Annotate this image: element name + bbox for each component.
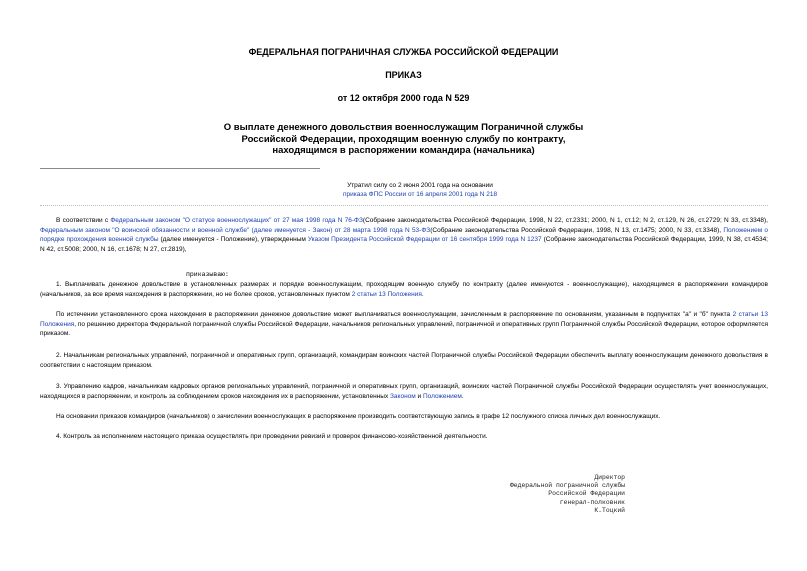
paragraph-2: 2. Начальникам региональных управлений, пограничной и оперативных групп, организаций, командирам воинских частей Пограничной службы Российской Федерации обеспечить выплату военнослужащим денежного довольствия в соответствии с настоящим приказом. [40,352,768,369]
paragraph-text: 1. Выплачивать денежное довольствие в установленных размерах и порядке военнослужащим, проходящим военную службу по контракту (далее именуются - военнослужащие), находящимся в распоряжении командиров (начальников, за все время нахождения в распоряжении, но не более сроков, установленных пунктом [40,281,768,298]
signature-agency: Федеральной пограничной службы [509,482,625,490]
agency-name: ФЕДЕРАЛЬНАЯ ПОГРАНИЧНАЯ СЛУЖБА РОССИЙСКОЙ ФЕДЕРАЦИИ [248,47,559,57]
paragraph-text: . [461,392,464,400]
separator-line [40,168,320,169]
regulation-link[interactable]: Положением о порядке прохождения военной службы [40,226,769,244]
preamble-text: (далее именуется - Положение), утвержденным [158,236,308,244]
title-line-3: находящимся в распоряжении командира (начальника) [272,145,535,156]
presidential-decree-link[interactable]: Указом Президента Российской Федерации от 16 сентября 1999 года N 1237 [307,236,542,244]
signature-title: Директор [594,474,625,481]
paragraph-1-continued [40,310,768,339]
preamble-paragraph [40,216,768,254]
paragraph-text: . [421,290,424,298]
title-line-1: О выплате денежного довольствия военнослужащим Пограничной службы [223,122,584,133]
paragraph-1 [40,280,768,299]
preamble-text: (Собрание законодательства Российской Федерации, 1998, N 22, ст.2331; 2000, N 1, ст.12; N 2, ст.129, N 26, ст.2729; N 33, ст.3348), [362,217,768,224]
signature-country: Российской Федерации [548,490,625,498]
regulation-link[interactable]: Положением [423,392,462,400]
law-military-service-link[interactable]: Федеральным законом "О воинской обязанности и военной службе" (далее именуется - Закон) от 28 марта 1998 года N 53-ФЗ [40,226,431,234]
signature-rank: генерал-полковник [559,498,625,506]
separator-dotted [40,205,768,206]
paragraph-3-continued: На основании приказов командиров (начальников) о зачислении военнослужащих в распоряжение производить соответствующую запись в графе 12 послужного списка личных дел военнослужащих. [56,413,661,420]
order-word: приказываю: [186,271,229,278]
signature-block [480,474,625,515]
paragraph-text: По истечении установленного срока нахождения в распоряжении денежное довольствие может выплачиваться военнослужащим, зачисленным в распоряжение по основаниям, указанным в подпунктах "а" и "б" пункта [56,311,733,318]
repeal-notice [320,181,520,199]
paragraph-4: 4. Контроль за исполнением настоящего приказа осуществлять при проведении ревизий и проверок финансово-хозяйственной деятельности. [56,433,488,440]
law-link[interactable]: Законом [390,392,416,400]
document-date-number: от 12 октября 2000 года N 529 [337,93,470,103]
paragraph-3 [40,382,768,401]
signature-name: К.Тоцкий [594,506,625,514]
title-line-2: Российской Федерации, проходящим военную службу по контракту, [241,133,566,145]
document-type: ПРИКАЗ [385,70,422,80]
preamble-text: (Собрание законодательства Российской Федерации, 1999, N 38, ст.4534; N 42, ст.5008; 2000, N 16, ст.1678; N 27, ст.2819), [40,236,768,253]
repeal-order-link[interactable]: приказа ФПС России от 16 апреля 2001 года N 218 [342,191,498,198]
paragraph-text: и [415,392,423,400]
paragraph-text: 3. Управлению кадров, начальникам кадровых органов региональных управлений, пограничной и оперативных групп, организаций, воинских частей Пограничной службы Российской Федерации осуществлять учет военнослужащих, находящихся в распоряжении, и контроль за соблюдением сроков нахождения их в распоряжении, установленных [40,383,768,400]
preamble-text: (Собрание законодательства Российской Федерации, 1998, N 13, ст.1475; 2000, N 33, ст.3348), [430,226,724,234]
preamble-text: В соответствии с [56,217,111,224]
article-13-link[interactable]: 2 статьи 13 Положения [40,311,768,328]
law-status-link[interactable]: Федеральным законом "О статусе военнослужащих" от 27 мая 1998 года N 76-ФЗ [110,217,363,224]
article-13-link[interactable]: 2 статьи 13 Положения [351,290,422,298]
document-title [0,122,807,157]
paragraph-text: , по решению директора Федеральной пограничной службы Российской Федерации, начальников региональных управлений, пограничной и оперативных групп Пограничной службы Российской Федерации, которое оформляется приказом. [40,320,768,338]
repeal-notice-text: Утратил силу со 2 июня 2001 года на основании [347,182,493,189]
